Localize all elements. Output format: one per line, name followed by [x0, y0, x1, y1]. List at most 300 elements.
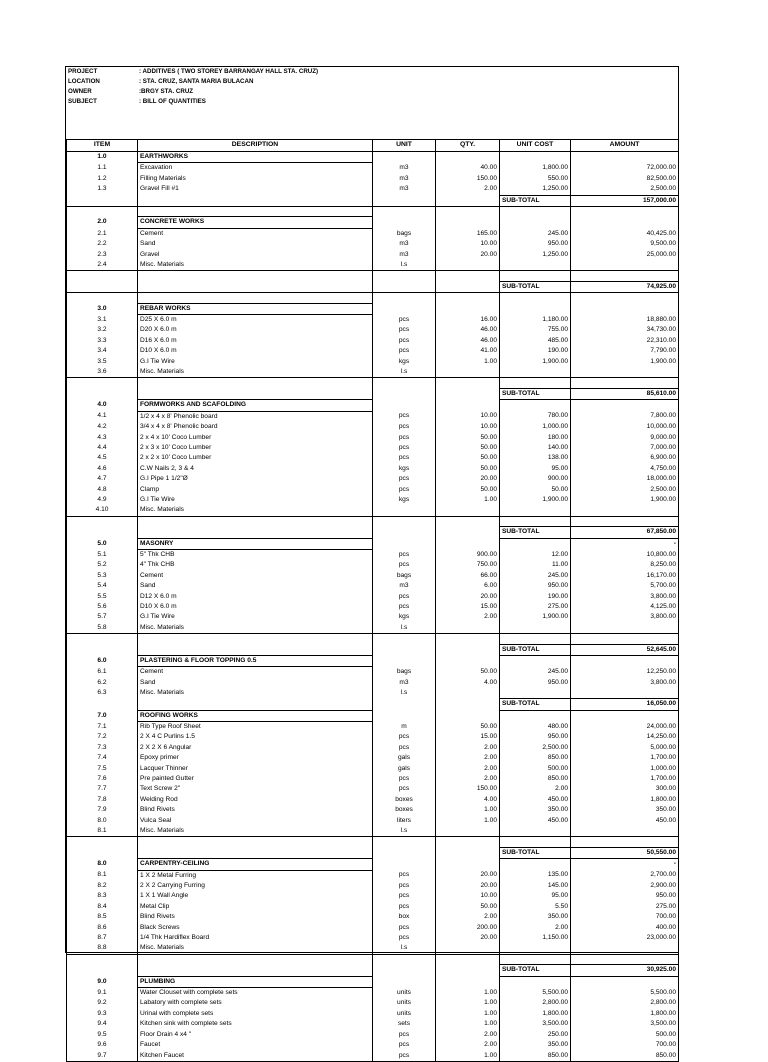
blank-row	[67, 271, 679, 281]
table-row	[67, 612, 679, 622]
empty-cell	[436, 293, 500, 303]
unit-cell: boxes	[373, 805, 436, 815]
subtotal-row	[67, 644, 679, 655]
item-description: Vulca Seal	[138, 816, 373, 826]
item-number: 5.8	[67, 623, 138, 634]
amount-cell: 500.00	[571, 1030, 679, 1040]
item-number: 4.3	[67, 433, 138, 443]
qty-cell	[436, 303, 500, 314]
item-number: 7.5	[67, 764, 138, 774]
amount-cell: 40,425.00	[571, 228, 679, 239]
qty-cell: 1.00	[436, 816, 500, 826]
item-description: D16 X 6.0 m	[138, 336, 373, 346]
table-row	[67, 453, 679, 463]
empty-cell	[436, 516, 500, 526]
item-description: 4" Thk CHB	[138, 560, 373, 570]
unit-cost-cell	[500, 260, 571, 271]
amount-cell	[571, 943, 679, 954]
unit-cost-cell	[500, 623, 571, 634]
qty-cell: 46.00	[436, 325, 500, 335]
item-description: Sand	[138, 239, 373, 249]
table-row	[67, 1051, 679, 1062]
unit-cell: pcs	[373, 315, 436, 326]
table-row	[67, 325, 679, 335]
unit-cell: pcs	[373, 784, 436, 794]
amount-cell: 5,700.00	[571, 581, 679, 591]
table-row	[67, 1009, 679, 1019]
item-number: 4.0	[67, 400, 138, 411]
unit-cell: bags	[373, 228, 436, 239]
unit-cost-cell: 780.00	[500, 411, 571, 422]
unit-cell: kgs	[373, 495, 436, 505]
qty-cell: 50.00	[436, 902, 500, 912]
item-number: 8.1	[67, 870, 138, 881]
table-row	[67, 943, 679, 954]
unit-cell: pcs	[373, 881, 436, 891]
item-number	[67, 388, 138, 399]
item-description: 2 x 4 x 10' Coco Lumber	[138, 433, 373, 443]
item-number: 8.7	[67, 933, 138, 943]
col-header-unit-cost: UNIT COST	[500, 140, 571, 152]
item-description: G.I Pipe 1 1/2"Ø	[138, 474, 373, 484]
subtotal-label: SUB-TOTAL	[500, 527, 571, 538]
qty-cell	[436, 538, 500, 549]
amount-cell: 2,700.00	[571, 870, 679, 881]
item-description: Lacquer Thinner	[138, 764, 373, 774]
amount-cell: 18,000.00	[571, 474, 679, 484]
unit-cost-cell: 450.00	[500, 816, 571, 826]
unit-cost-cell	[500, 505, 571, 516]
amount-cell: 2,900.00	[571, 881, 679, 891]
empty-cell	[373, 516, 436, 526]
qty-cell: 10.00	[436, 411, 500, 422]
subtotal-label: SUB-TOTAL	[500, 281, 571, 292]
amount-cell: -	[571, 538, 679, 549]
unit-cell: m	[373, 721, 436, 732]
qty-cell	[436, 710, 500, 721]
amount-cell: 5,000.00	[571, 743, 679, 753]
table-row	[67, 228, 679, 239]
amount-cell	[571, 688, 679, 698]
item-description: Labatory with complete sets	[138, 998, 373, 1008]
description-cell	[138, 527, 373, 538]
table-row	[67, 988, 679, 999]
empty-cell	[571, 634, 679, 644]
qty-cell: 750.00	[436, 560, 500, 570]
unit-cell: liters	[373, 816, 436, 826]
item-description: 2 X 2 Carrying Furring	[138, 881, 373, 891]
item-number: 1.3	[67, 184, 138, 195]
subject-label: SUBJECT	[68, 98, 97, 105]
unit-cost-cell	[500, 859, 571, 870]
unit-cell: pcs	[373, 485, 436, 495]
item-number: 9.0	[67, 976, 138, 987]
amount-cell: 10,800.00	[571, 549, 679, 560]
empty-cell	[500, 837, 571, 847]
amount-cell: 4,750.00	[571, 464, 679, 474]
unit-cost-cell	[500, 152, 571, 163]
subtotal-amount: 30,925.00	[571, 965, 679, 976]
qty-cell: 1.00	[436, 1019, 500, 1029]
qty-cell: 16.00	[436, 315, 500, 326]
qty-cell: 50.00	[436, 464, 500, 474]
qty-cell: 66.00	[436, 571, 500, 581]
unit-cell: m3	[373, 581, 436, 591]
unit-cost-cell: 140.00	[500, 443, 571, 453]
amount-cell: 12,250.00	[571, 667, 679, 678]
unit-cost-cell: 850.00	[500, 753, 571, 763]
unit-cell: pcs	[373, 560, 436, 570]
bill-of-quantities-table	[66, 139, 679, 1062]
item-number: 6.3	[67, 688, 138, 698]
subtotal-amount: 157,000.00	[571, 195, 679, 206]
qty-cell	[436, 656, 500, 667]
qty-cell: 50.00	[436, 721, 500, 732]
unit-cost-cell: 950.00	[500, 678, 571, 688]
item-description: Sand	[138, 678, 373, 688]
item-number: 3.5	[67, 357, 138, 367]
item-description: 1 X 1 Wall Angle	[138, 891, 373, 901]
amount-cell: 275.00	[571, 902, 679, 912]
unit-cell: boxes	[373, 795, 436, 805]
unit-cell: gals	[373, 764, 436, 774]
amount-cell: 10,000.00	[571, 422, 679, 432]
unit-cell: m3	[373, 174, 436, 184]
blank-row	[67, 207, 679, 217]
owner-value: :BRGY STA. CRUZ	[139, 88, 194, 95]
qty-cell	[436, 965, 500, 976]
item-description: Gravel Fill #1	[138, 184, 373, 195]
item-number: 8.6	[67, 923, 138, 933]
section-title: CARPENTRY-CEILING	[138, 859, 373, 870]
unit-cell: gals	[373, 753, 436, 763]
unit-cost-cell: 12.00	[500, 549, 571, 560]
col-header-unit: UNIT	[373, 140, 436, 152]
amount-cell: 2,500.00	[571, 485, 679, 495]
unit-cost-cell: 1,150.00	[500, 933, 571, 943]
qty-cell	[436, 260, 500, 271]
item-number	[67, 965, 138, 976]
unit-cell: box	[373, 912, 436, 922]
amount-cell	[571, 826, 679, 837]
subject-value: : BILL OF QUANTITIES	[139, 98, 206, 105]
item-number: 5.1	[67, 549, 138, 560]
empty-cell	[67, 837, 138, 847]
unit-cell	[373, 965, 436, 976]
unit-cost-cell: 850.00	[500, 1051, 571, 1062]
unit-cell	[373, 527, 436, 538]
item-number: 5.7	[67, 612, 138, 622]
unit-cost-cell: 245.00	[500, 571, 571, 581]
amount-cell: 5,500.00	[571, 988, 679, 999]
table-row	[67, 422, 679, 432]
item-number: 6.1	[67, 667, 138, 678]
item-number: 5.6	[67, 602, 138, 612]
unit-cost-cell: 3,500.00	[500, 1019, 571, 1029]
table-row	[67, 315, 679, 326]
item-number: 8.2	[67, 881, 138, 891]
unit-cell: pcs	[373, 549, 436, 560]
unit-cost-cell	[500, 976, 571, 987]
table-row	[67, 592, 679, 602]
item-number: 8.1	[67, 826, 138, 837]
table-row	[67, 336, 679, 346]
description-cell	[138, 644, 373, 655]
unit-cell: l.s	[373, 367, 436, 378]
qty-cell: 1.00	[436, 1009, 500, 1019]
unit-cell: m3	[373, 163, 436, 174]
unit-cell: pcs	[373, 732, 436, 742]
item-number	[67, 527, 138, 538]
amount-cell: 25,000.00	[571, 250, 679, 260]
section-title: EARTHWORKS	[138, 152, 373, 163]
empty-cell	[138, 271, 373, 281]
section-row	[67, 656, 679, 667]
unit-cell: units	[373, 998, 436, 1008]
item-number: 2.1	[67, 228, 138, 239]
subtotal-row	[67, 281, 679, 292]
empty-cell	[436, 271, 500, 281]
item-description: Welding Rod	[138, 795, 373, 805]
unit-cost-cell: 145.00	[500, 881, 571, 891]
unit-cost-cell: 138.00	[500, 453, 571, 463]
table-row	[67, 795, 679, 805]
subtotal-amount: 67,850.00	[571, 527, 679, 538]
empty-cell	[571, 516, 679, 526]
item-number	[67, 644, 138, 655]
unit-cell: pcs	[373, 433, 436, 443]
qty-cell: 1.00	[436, 805, 500, 815]
item-number: 9.3	[67, 1009, 138, 1019]
amount-cell	[571, 217, 679, 228]
unit-cost-cell: 1,900.00	[500, 612, 571, 622]
item-number: 2.4	[67, 260, 138, 271]
qty-cell	[436, 976, 500, 987]
item-number: 9.4	[67, 1019, 138, 1029]
qty-cell: 15.00	[436, 732, 500, 742]
qty-cell	[436, 688, 500, 698]
unit-cost-cell: 5.50	[500, 902, 571, 912]
unit-cell	[373, 281, 436, 292]
amount-cell: 700.00	[571, 1040, 679, 1050]
amount-cell: 8,250.00	[571, 560, 679, 570]
table-row	[67, 923, 679, 933]
unit-cell: pcs	[373, 602, 436, 612]
blank-row	[67, 378, 679, 388]
qty-cell: 150.00	[436, 174, 500, 184]
empty-cell	[500, 207, 571, 217]
subtotal-amount: 74,925.00	[571, 281, 679, 292]
section-row	[67, 400, 679, 411]
unit-cell	[373, 644, 436, 655]
qty-cell: 6.00	[436, 581, 500, 591]
unit-cell: pcs	[373, 325, 436, 335]
unit-cost-cell: 950.00	[500, 581, 571, 591]
table-row	[67, 688, 679, 698]
qty-cell: 20.00	[436, 933, 500, 943]
empty-cell	[138, 293, 373, 303]
qty-cell: 2.00	[436, 743, 500, 753]
unit-cost-cell: 1,180.00	[500, 315, 571, 326]
item-description: G.I Tie Wire	[138, 612, 373, 622]
item-number: 2.2	[67, 239, 138, 249]
unit-cell: pcs	[373, 453, 436, 463]
unit-cell: pcs	[373, 422, 436, 432]
unit-cell	[373, 303, 436, 314]
item-description: G.I Tie Wire	[138, 495, 373, 505]
amount-cell: 1,800.00	[571, 1009, 679, 1019]
item-description: 2 X 2 X 6 Angular	[138, 743, 373, 753]
item-number: 8.3	[67, 891, 138, 901]
col-header-amount: AMOUNT	[571, 140, 679, 152]
item-description: Pre painted Gutter	[138, 774, 373, 784]
unit-cell: kgs	[373, 612, 436, 622]
unit-cell: pcs	[373, 923, 436, 933]
subtotal-label: SUB-TOTAL	[500, 965, 571, 976]
qty-cell: 20.00	[436, 592, 500, 602]
unit-cost-cell: 1,250.00	[500, 250, 571, 260]
empty-cell	[373, 954, 436, 964]
qty-cell: 41.00	[436, 346, 500, 356]
item-description: Faucet	[138, 1040, 373, 1050]
item-description: Cement	[138, 228, 373, 239]
item-description: 3/4 x 4 x 8' Phenolic board	[138, 422, 373, 432]
unit-cost-cell: 950.00	[500, 732, 571, 742]
unit-cell: pcs	[373, 743, 436, 753]
qty-cell: 200.00	[436, 923, 500, 933]
item-number: 4.8	[67, 485, 138, 495]
unit-cost-cell: 755.00	[500, 325, 571, 335]
item-number: 9.5	[67, 1030, 138, 1040]
unit-cost-cell: 2.00	[500, 784, 571, 794]
unit-cell: pcs	[373, 933, 436, 943]
unit-cost-cell: 1,800.00	[500, 1009, 571, 1019]
location-label: LOCATION	[68, 78, 100, 85]
unit-cost-cell	[500, 217, 571, 228]
item-number: 7.2	[67, 732, 138, 742]
table-row	[67, 870, 679, 881]
table-row	[67, 184, 679, 195]
unit-cost-cell: 350.00	[500, 912, 571, 922]
table-row	[67, 933, 679, 943]
section-row	[67, 303, 679, 314]
unit-cost-cell: 250.00	[500, 1030, 571, 1040]
unit-cell: pcs	[373, 1030, 436, 1040]
unit-cell	[373, 152, 436, 163]
item-number: 8.0	[67, 859, 138, 870]
qty-cell: 1.00	[436, 988, 500, 999]
table-row	[67, 753, 679, 763]
item-number: 7.1	[67, 721, 138, 732]
qty-cell	[436, 699, 500, 710]
unit-cell: l.s	[373, 260, 436, 271]
unit-cell: pcs	[373, 474, 436, 484]
amount-cell	[571, 656, 679, 667]
unit-cost-cell	[500, 303, 571, 314]
empty-cell	[373, 837, 436, 847]
subtotal-label: SUB-TOTAL	[500, 195, 571, 206]
amount-cell	[571, 505, 679, 516]
item-description: Filling Materials	[138, 174, 373, 184]
amount-cell: 950.00	[571, 891, 679, 901]
table-row	[67, 602, 679, 612]
empty-cell	[436, 954, 500, 964]
item-description: 5" Thk CHB	[138, 549, 373, 560]
unit-cost-cell: 11.00	[500, 560, 571, 570]
amount-cell: 7,000.00	[571, 443, 679, 453]
empty-cell	[138, 837, 373, 847]
unit-cost-cell	[500, 688, 571, 698]
item-description: Black Screws	[138, 923, 373, 933]
qty-cell: 50.00	[436, 433, 500, 443]
section-row	[67, 217, 679, 228]
qty-cell	[436, 847, 500, 858]
item-description: 2 x 2 x 10' Coco Lumber	[138, 453, 373, 463]
unit-cell: kgs	[373, 464, 436, 474]
table-body	[67, 152, 679, 1062]
unit-cost-cell: 900.00	[500, 474, 571, 484]
item-number: 6.0	[67, 656, 138, 667]
qty-cell	[436, 217, 500, 228]
item-number: 4.7	[67, 474, 138, 484]
unit-cell: l.s	[373, 943, 436, 954]
qty-cell: 20.00	[436, 870, 500, 881]
qty-cell: 50.00	[436, 667, 500, 678]
item-description: Misc. Materials	[138, 367, 373, 378]
item-description: 1 X 2 Metal Furring	[138, 870, 373, 881]
item-description: 2 x 3 x 10' Coco Lumber	[138, 443, 373, 453]
amount-cell: 22,310.00	[571, 336, 679, 346]
item-description: Misc. Materials	[138, 260, 373, 271]
unit-cost-cell: 95.00	[500, 464, 571, 474]
amount-cell: 1,000.00	[571, 764, 679, 774]
item-number: 3.3	[67, 336, 138, 346]
qty-cell: 150.00	[436, 784, 500, 794]
empty-cell	[500, 634, 571, 644]
qty-cell	[436, 195, 500, 206]
table-row	[67, 174, 679, 184]
unit-cost-cell: 485.00	[500, 336, 571, 346]
unit-cost-cell	[500, 710, 571, 721]
subtotal-label: SUB-TOTAL	[500, 388, 571, 399]
empty-cell	[436, 634, 500, 644]
subtotal-amount: 16,050.00	[571, 699, 679, 710]
blank-row	[67, 954, 679, 964]
section-title: MASONRY	[138, 538, 373, 549]
unit-cell: m3	[373, 184, 436, 195]
table-row	[67, 474, 679, 484]
unit-cost-cell: 450.00	[500, 795, 571, 805]
table-row	[67, 784, 679, 794]
item-description: Blind Rivets	[138, 912, 373, 922]
empty-cell	[436, 378, 500, 388]
amount-cell: 9,500.00	[571, 239, 679, 249]
qty-cell: 50.00	[436, 485, 500, 495]
amount-cell: 350.00	[571, 805, 679, 815]
unit-cell	[373, 505, 436, 516]
unit-cost-cell: 550.00	[500, 174, 571, 184]
unit-cell	[373, 195, 436, 206]
item-number: 4.10	[67, 505, 138, 516]
item-description: Clamp	[138, 485, 373, 495]
boq-sheet	[65, 66, 679, 1059]
amount-cell: 6,900.00	[571, 453, 679, 463]
item-description: 1/4 Thk Hardiflex Board	[138, 933, 373, 943]
empty-cell	[571, 837, 679, 847]
subtotal-row	[67, 699, 679, 710]
qty-cell	[436, 527, 500, 538]
section-row	[67, 710, 679, 721]
